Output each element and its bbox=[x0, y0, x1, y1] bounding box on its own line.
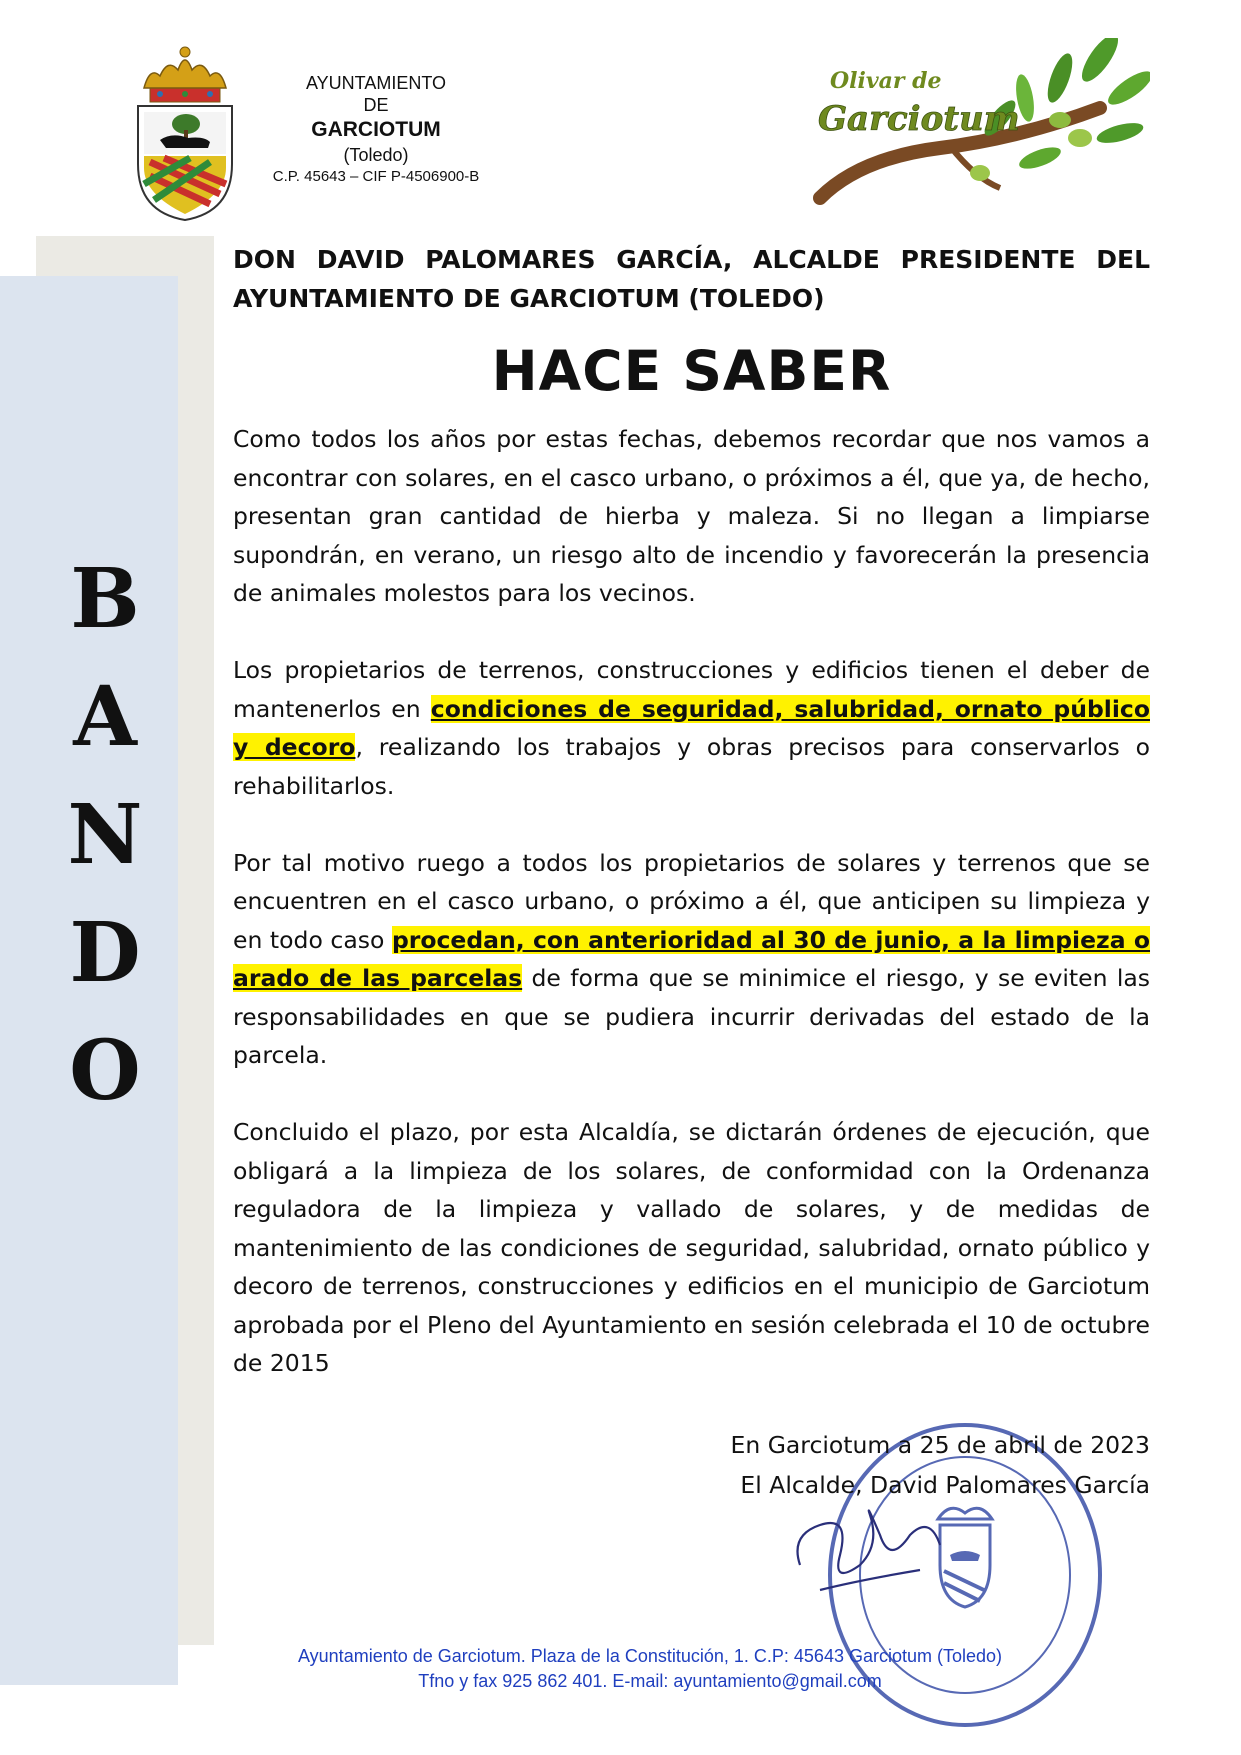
paragraph-text: de forma que se minimice el riesgo, y se eviten las responsabilidades en que se pudiera incurrir derivadas del estado de la parcela. bbox=[233, 964, 1150, 1069]
letterhead-address bbox=[240, 72, 512, 188]
paragraph-1: Como todos los años por estas fechas, debemos recordar que nos vamos a encontrar con solares, en el casco urbano, o próximos a él, que ya, de hecho, presentan gran cantidad de hierba y maleza. Si no llegan a limpiarse supondrán, en verano, un riesgo alto de incendio y favorecerán la presencia de animales molestos para los vecinos. bbox=[233, 425, 1150, 607]
footer bbox=[200, 1644, 1100, 1694]
municipality-name: GARCIOTUM bbox=[311, 118, 441, 141]
bando-vertical-title bbox=[30, 540, 180, 1130]
footer-address: Ayuntamiento de Garciotum. Plaza de la Constitución, 1. C.P: 45643 Garciotum (Toledo) bbox=[297, 1646, 1003, 1666]
logo-text: Garciotum bbox=[818, 99, 1020, 139]
logo-text: Olivar de bbox=[830, 68, 942, 94]
olivar-logo-icon bbox=[800, 38, 1150, 208]
date-line: En Garciotum a 25 de abril de 2023 bbox=[730, 1431, 1150, 1459]
signer-line: El Alcalde, David Palomares García bbox=[740, 1471, 1150, 1499]
paragraph-text: Por tal motivo ruego a todos los propietarios de solares y terrenos que se encuentren en el casco urbano, o próximo a él, que anticipen su limpieza y en todo caso bbox=[233, 848, 1150, 954]
letterhead-line: DE bbox=[363, 95, 389, 115]
paragraph-text: , realizando los trabajos y obras precisos para conservarlos o rehabilitarlos. bbox=[233, 733, 1150, 800]
paragraph-2 bbox=[233, 651, 1150, 805]
highlighted-text: condiciones de seguridad, salubridad, ornato público y decoro bbox=[233, 694, 1150, 761]
bando-letter: A bbox=[73, 669, 137, 765]
highlighted-text: procedan, con anterioridad al 30 de junio, a la limpieza o arado de las parcelas bbox=[233, 925, 1151, 992]
bando-letter: B bbox=[70, 551, 140, 647]
signature-icon bbox=[780, 1495, 960, 1605]
bando-letter: N bbox=[67, 787, 143, 883]
coat-of-arms-icon bbox=[130, 44, 240, 224]
main-content bbox=[233, 240, 1150, 1421]
letterhead-line: AYUNTAMIENTO bbox=[305, 73, 446, 93]
postal-cif: C.P. 45643 – CIF P-4506900-B bbox=[272, 168, 480, 185]
footer-contact: Tfno y fax 925 862 401. E-mail: ayuntamiento@gmail.com bbox=[418, 1671, 882, 1691]
paragraph-4: Concluido el plazo, por esta Alcaldía, se dictarán órdenes de ejecución, que obligará a la limpieza de los solares, de conformidad con la Ordenanza reguladora de la limpieza y vallado de solares, y de medidas de mantenimiento de las condiciones de seguridad, salubridad, ornato público y decoro de terrenos, construcciones y edificios en el municipio de Garciotum aprobada por el Pleno del Ayuntamiento en sesión celebrada el 10 de octubre de 2015 bbox=[233, 1118, 1150, 1377]
bando-letter: D bbox=[69, 905, 141, 1001]
bando-letter: O bbox=[69, 1023, 141, 1119]
paragraph-3 bbox=[233, 844, 1150, 1075]
province: (Toledo) bbox=[343, 145, 409, 165]
document-heading: DON DAVID PALOMARES GARCÍA, ALCALDE PRESIDENTE DEL AYUNTAMIENTO DE GARCIOTUM (TOLEDO) bbox=[233, 245, 1150, 313]
signature-block bbox=[600, 1425, 1150, 1505]
paragraph-text: Los propietarios de terrenos, construcciones y edificios tienen el deber de mantenerlos en bbox=[233, 656, 1150, 723]
page-title: HACE SABER bbox=[491, 339, 892, 403]
